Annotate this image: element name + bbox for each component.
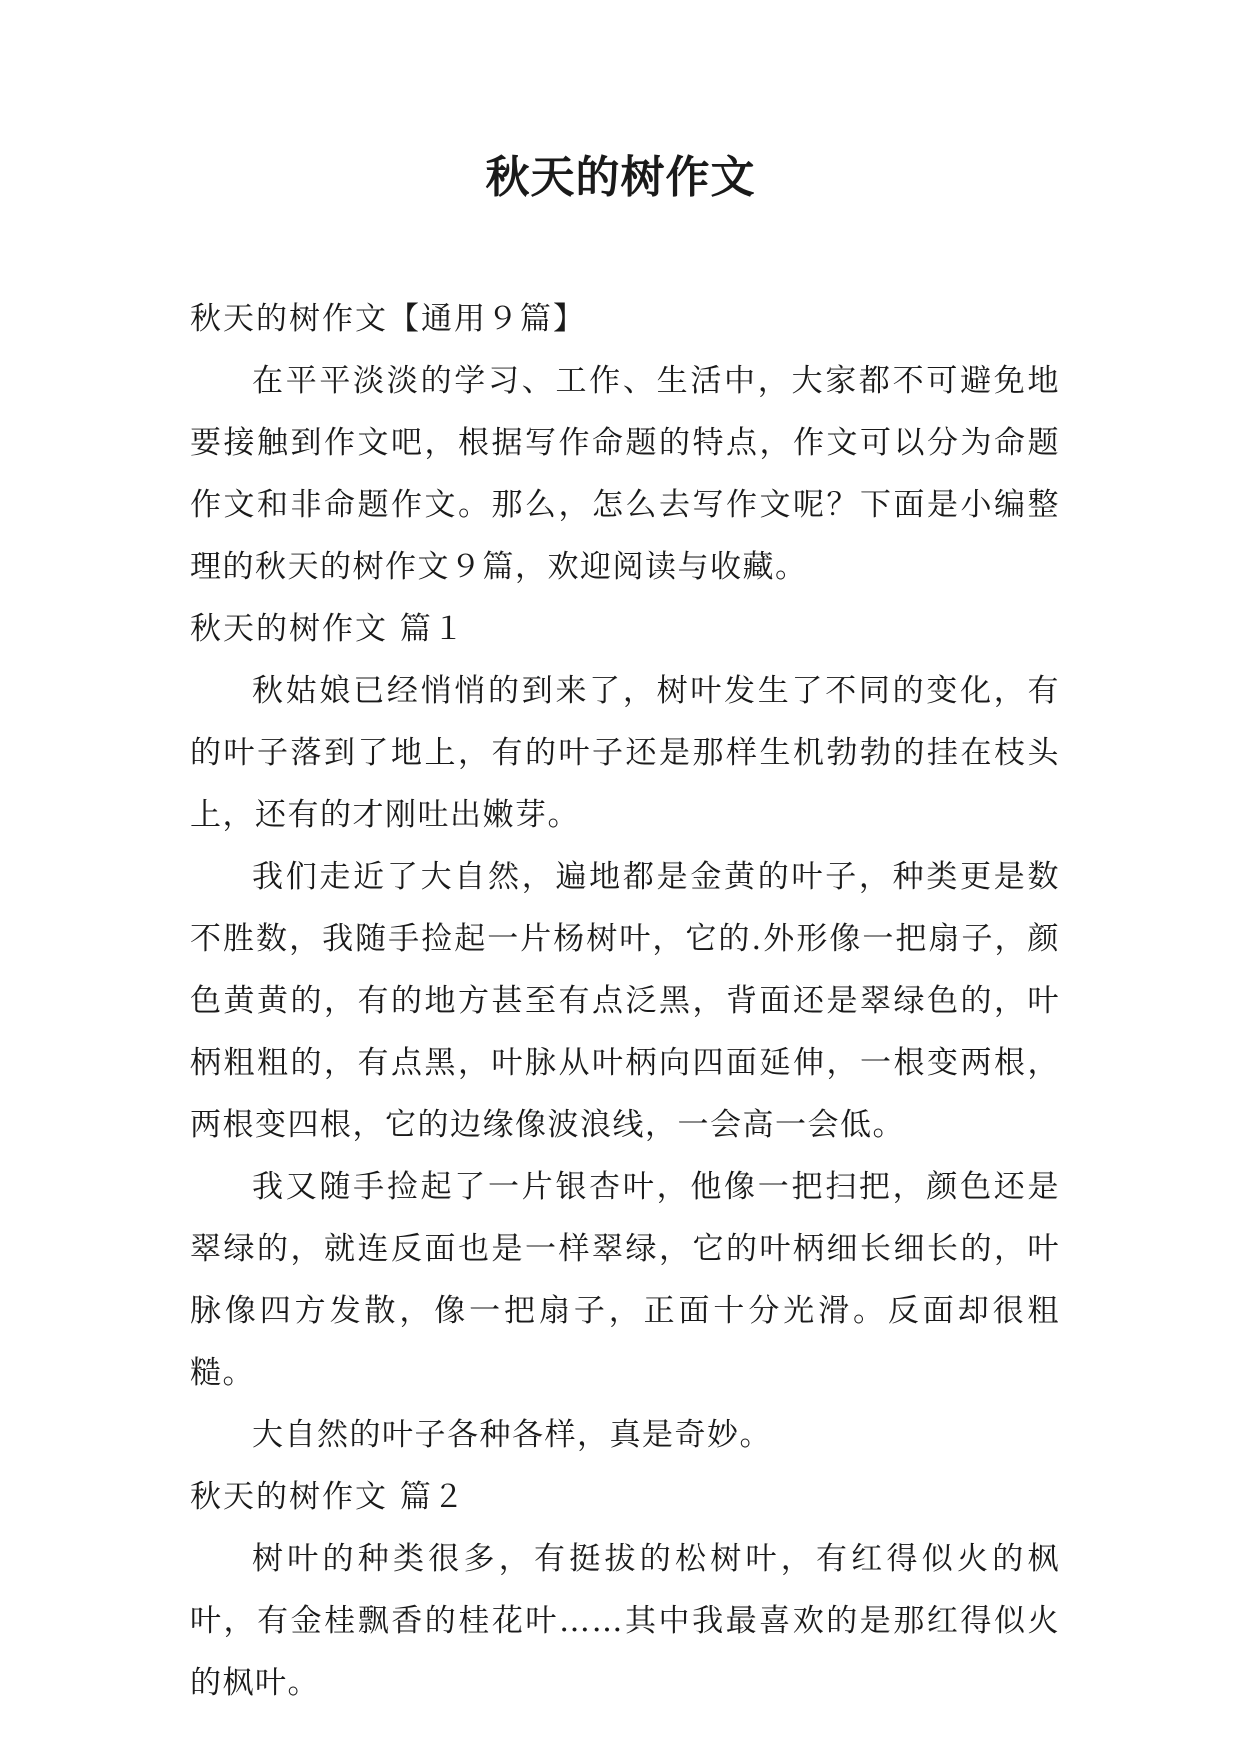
intro-paragraph: 在平平淡淡的学习、工作、生活中，大家都不可避免地要接触到作文吧，根据写作命题的特点，作文可以分为命题作文和非命题作文。那么，怎么去写作文呢？下面是小编整理的秋天的树作文９篇，欢迎阅读与收藏。: [190, 363, 1060, 585]
essay-2-paragraph-1: 树叶的种类很多，有挺拔的松树叶，有红得似火的枫叶，有金桂飘香的桂花叶……其中我最喜欢的是那红得似火的枫叶。: [190, 1541, 1060, 1701]
essay-1-paragraph-2: 我们走近了大自然，遍地都是金黄的叶子，种类更是数不胜数，我随手捡起一片杨树叶，它的.外形像一把扇子，颜色黄黄的，有的地方甚至有点泛黑，背面还是翠绿色的，叶柄粗粗的，有点黑，叶脉从叶柄向四面延伸，一根变两根，两根变四根，它的边缘像波浪线，一会高一会低。: [190, 859, 1060, 1143]
collection-heading: 秋天的树作文【通用９篇】: [190, 301, 586, 337]
essay-heading-1: 秋天的树作文 篇１: [190, 611, 466, 647]
document-body: [190, 288, 1060, 1714]
document-title: 秋天的树作文: [485, 152, 756, 203]
essay-1-paragraph-1: 秋姑娘已经悄悄的到来了，树叶发生了不同的变化，有的叶子落到了地上，有的叶子还是那样生机勃勃的挂在枝头上，还有的才刚吐出嫩芽。: [190, 673, 1060, 833]
essay-heading-2: 秋天的树作文 篇２: [190, 1479, 466, 1515]
essay-1-paragraph-4: 大自然的叶子各种各样，真是奇妙。: [252, 1417, 772, 1453]
essay-1-paragraph-3: 我又随手捡起了一片银杏叶，他像一把扫把，颜色还是翠绿的，就连反面也是一样翠绿，它的叶柄细长细长的，叶脉像四方发散，像一把扇子，正面十分光滑。反面却很粗糙。: [190, 1169, 1060, 1391]
